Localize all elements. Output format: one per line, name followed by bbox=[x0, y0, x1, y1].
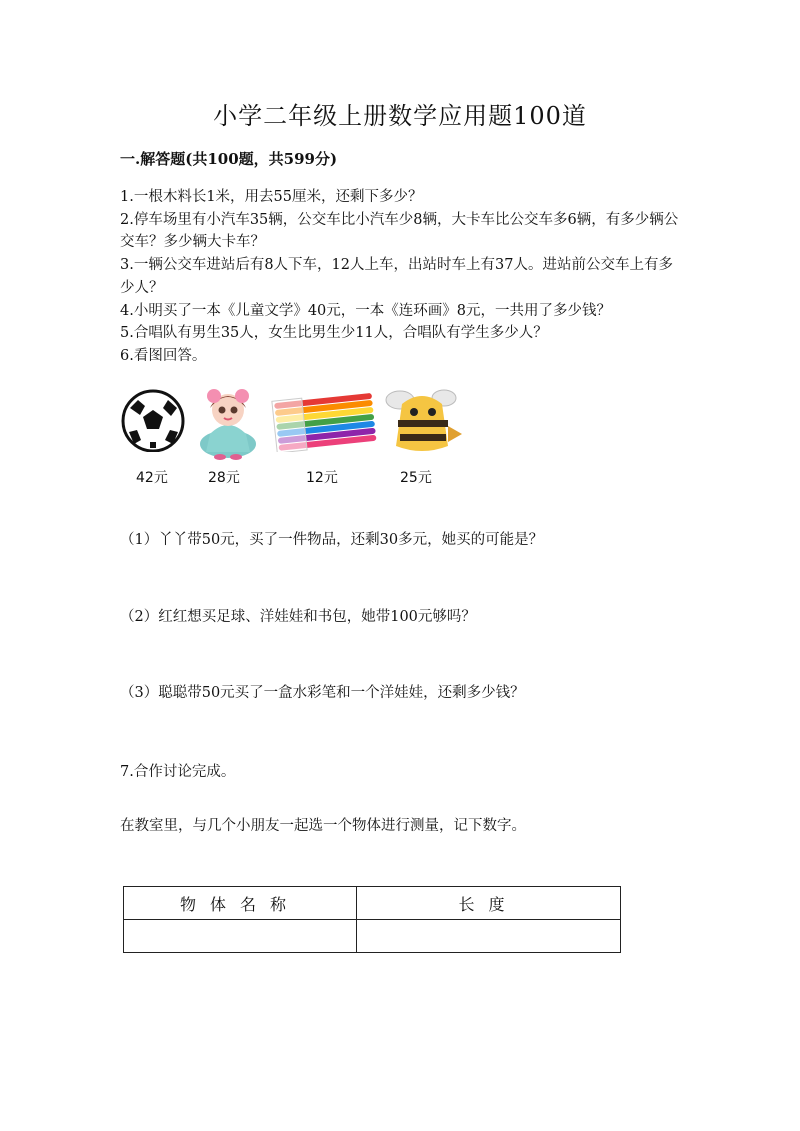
price-label: 12元 bbox=[306, 470, 338, 486]
question-2: 2.停车场里有小汽车35辆，公交车比小汽车少8辆，大卡车比公交车多6辆，有多少辆公交车？多少辆大卡车？ bbox=[120, 211, 679, 251]
subquestion-3: （3）聪聪带50元买了一盒水彩笔和一个洋娃娃，还剩多少钱？ bbox=[120, 685, 525, 701]
bee-backpack-icon bbox=[382, 386, 466, 456]
table-header: 长度 bbox=[357, 887, 621, 920]
question-6: 6.看图回答。 bbox=[120, 347, 207, 364]
question-7: 7.合作讨论完成。 bbox=[120, 764, 236, 780]
question-4: 4.小明买了一本《儿童文学》40元，一本《连环画》8元，一共用了多少钱？ bbox=[120, 302, 612, 319]
section-heading: 一.解答题(共100题，共599分) bbox=[120, 150, 338, 168]
question-1: 1.一根木料长1米，用去55厘米，还剩下多少？ bbox=[120, 189, 423, 205]
question-5: 5.合唱队有男生35人，女生比男生少11人，合唱队有学生多少人？ bbox=[120, 325, 548, 342]
question-3: 3.一辆公交车进站后有8人下车，12人上车，出站时车上有37人。进站前公交车上有多少人？ bbox=[120, 257, 673, 296]
price-label: 42元 bbox=[136, 470, 168, 486]
subquestion-1: （1）丫丫带50元，买了一件物品，还剩30多元，她买的可能是？ bbox=[120, 532, 544, 548]
table-header-row bbox=[124, 887, 621, 920]
doll-icon bbox=[190, 386, 266, 460]
measurement-table bbox=[123, 886, 621, 953]
page-title: 小学二年级上册数学应用题100道 bbox=[213, 102, 587, 130]
soccer-ball-icon bbox=[120, 386, 186, 452]
question-7-instruction: 在教室里，与几个小朋友一起选一个物体进行测量，记下数字。 bbox=[120, 818, 526, 834]
table-cell[interactable] bbox=[357, 920, 621, 953]
table-cell[interactable] bbox=[124, 920, 357, 953]
markers-icon bbox=[268, 386, 380, 452]
question-list bbox=[120, 186, 680, 368]
price-label: 28元 bbox=[208, 470, 240, 486]
table-header: 物体名称 bbox=[124, 887, 357, 920]
table-row bbox=[124, 920, 621, 953]
price-label: 25元 bbox=[400, 470, 432, 486]
subquestion-2: （2）红红想买足球、洋娃娃和书包，她带100元够吗？ bbox=[120, 609, 476, 625]
